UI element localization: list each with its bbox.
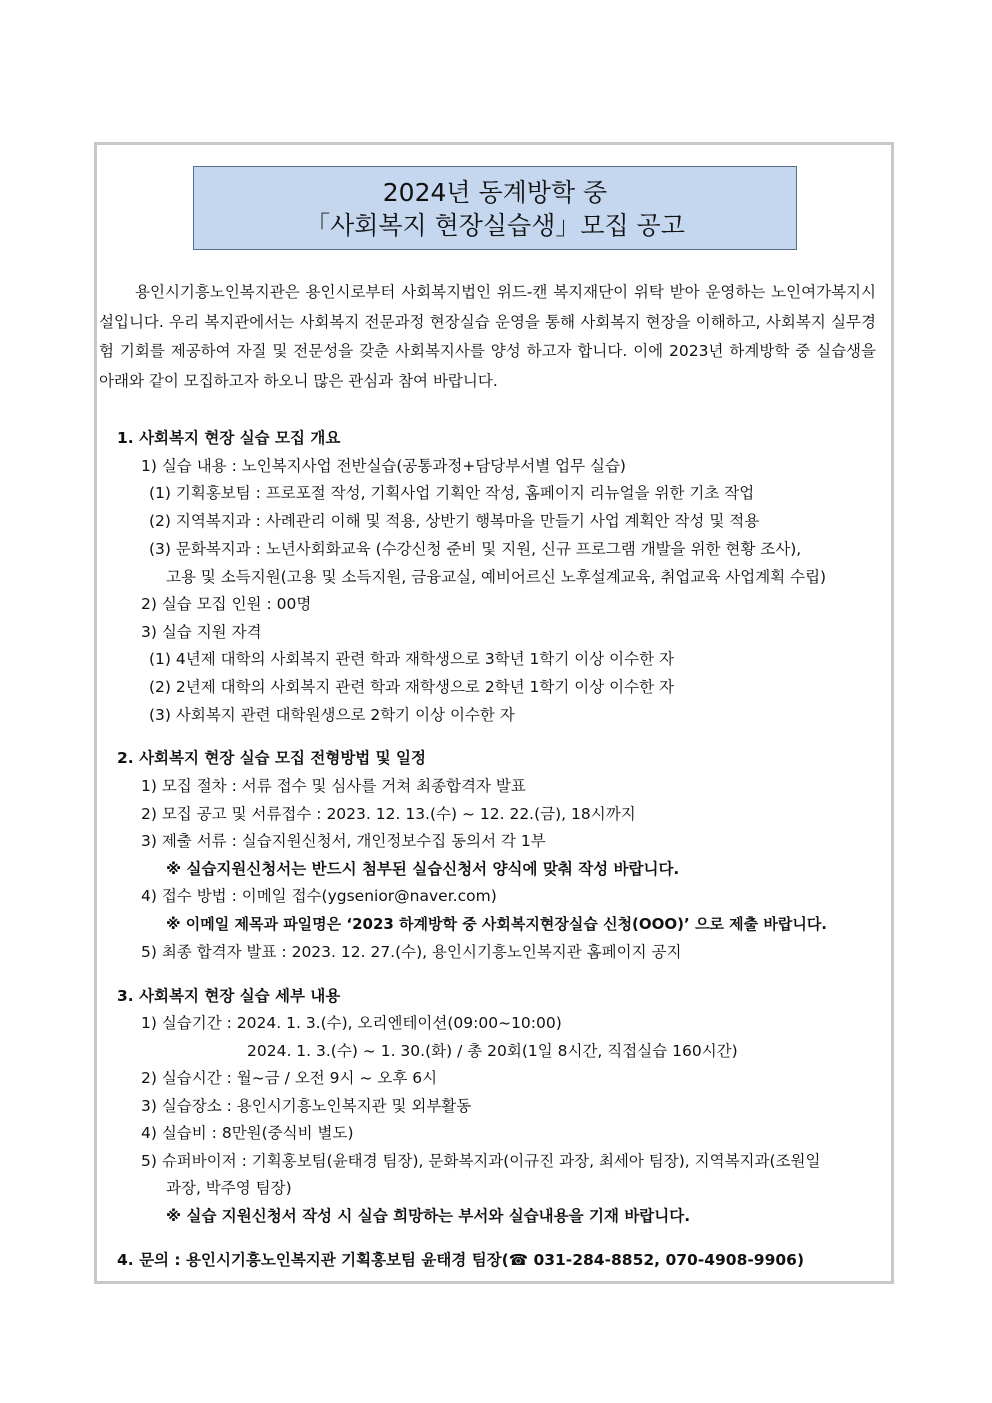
s3-note-1: ※ 실습 지원신청서 작성 시 실습 희망하는 부서와 실습내용을 기재 바랍니다. (166, 1207, 691, 1225)
s3-item-4: 4) 실습비 : 8만원(중식비 별도) (141, 1124, 354, 1142)
s1-item-1c: (3) 문화복지과 : 노년사회화교육 (수강신청 준비 및 지원, 신규 프로그램 개발을 위한 현황 조사), (149, 540, 802, 558)
s2-item-3: 3) 제출 서류 : 실습지원신청서, 개인정보수집 동의서 각 1부 (141, 832, 546, 850)
s2-item-4: 4) 접수 방법 : 이메일 접수(ygsenior@naver.com) (141, 887, 497, 905)
s3-item-1: 1) 실습기간 : 2024. 1. 3.(수), 오리엔테이션(09:00~10:00) (141, 1014, 562, 1032)
title-line-2: 「사회복지 현장실습생」모집 공고 (305, 211, 685, 240)
section-4-contact: 4. 문의 : 용인시기흥노인복지관 기획홍보팀 윤태경 팀장(☎ 031-284-8852, 070-4908-9906) (117, 1251, 805, 1269)
section-3-heading: 3. 사회복지 현장 실습 세부 내용 (117, 987, 341, 1005)
s3-item-3: 3) 실습장소 : 용인시기흥노인복지관 및 외부활동 (141, 1097, 472, 1115)
intro-paragraph: 용인시기흥노인복지관은 용인시로부터 사회복지법인 위드-캔 복지재단이 위탁 받아 운영하는 노인여가복지시설입니다. 우리 복지관에서는 사회복지 전문과정 현장실습 운영을 통해 사회복지 현장을 이해하고, 사회복지 실무경험 기회를 제공하여 자질 및 전문성을 갖춘 사회복지사를 양성 하고자 합니다. 이에 2023년 하계방학 중 실습생을 아래와 같이 모집하고자 하오니 많은 관심과 참여 바랍니다. (99, 283, 876, 390)
title-box (193, 166, 797, 250)
s2-note-2: ※ 이메일 제목과 파일명은 ‘2023 하계방학 중 사회복지현장실습 신청(OOO)’ 으로 제출 바랍니다. (166, 915, 828, 933)
section-1-heading: 1. 사회복지 현장 실습 모집 개요 (117, 429, 341, 447)
s2-item-1: 1) 모집 절차 : 서류 접수 및 심사를 거쳐 최종합격자 발표 (141, 777, 526, 795)
s3-item-1-cont: 2024. 1. 3.(수) ~ 1. 30.(화) / 총 20회(1일 8시간, 직접실습 160시간) (247, 1042, 738, 1060)
s2-note-1: ※ 실습지원신청서는 반드시 첨부된 실습신청서 양식에 맞춰 작성 바랍니다. (166, 860, 680, 878)
s3-item-2: 2) 실습시간 : 월~금 / 오전 9시 ~ 오후 6시 (141, 1069, 438, 1087)
section-2-heading: 2. 사회복지 현장 실습 모집 전형방법 및 일정 (117, 749, 426, 767)
s1-item-2: 2) 실습 모집 인원 : 00명 (141, 595, 312, 613)
s2-item-5: 5) 최종 합격자 발표 : 2023. 12. 27.(수), 용인시기흥노인복지관 홈페이지 공지 (141, 943, 682, 961)
s1-item-3b: (2) 2년제 대학의 사회복지 관련 학과 재학생으로 2학년 1학기 이상 이수한 자 (149, 678, 674, 696)
s1-item-1a: (1) 기획홍보팀 : 프로포절 작성, 기획사업 기획안 작성, 홈페이지 리뉴얼을 위한 기초 작업 (149, 484, 755, 502)
s1-item-1b: (2) 지역복지과 : 사례관리 이해 및 적용, 상반기 행복마을 만들기 사업 계획안 작성 및 적용 (149, 512, 760, 530)
s1-item-3: 3) 실습 지원 자격 (141, 623, 262, 641)
s3-item-5: 5) 슈퍼바이저 : 기획홍보팀(윤태경 팀장), 문화복지과(이규진 과장, 최세아 팀장), 지역복지과(조원일 (141, 1152, 821, 1170)
s1-item-1: 1) 실습 내용 : 노인복지사업 전반실습(공통과정+담당부서별 업무 실습) (141, 457, 626, 475)
s1-item-3a: (1) 4년제 대학의 사회복지 관련 학과 재학생으로 3학년 1학기 이상 이수한 자 (149, 650, 674, 668)
s3-item-5-cont: 과장, 박주영 팀장) (166, 1179, 292, 1197)
s1-item-3c: (3) 사회복지 관련 대학원생으로 2학기 이상 이수한 자 (149, 706, 515, 724)
title-line-1: 2024년 동계방학 중 (382, 178, 608, 207)
s2-item-2: 2) 모집 공고 및 서류접수 : 2023. 12. 13.(수) ~ 12. 22.(금), 18시까지 (141, 805, 636, 823)
s1-item-1c-cont: 고용 및 소득지원(고용 및 소득지원, 금융교실, 예비어르신 노후설계교육, 취업교육 사업계획 수립) (166, 568, 827, 586)
